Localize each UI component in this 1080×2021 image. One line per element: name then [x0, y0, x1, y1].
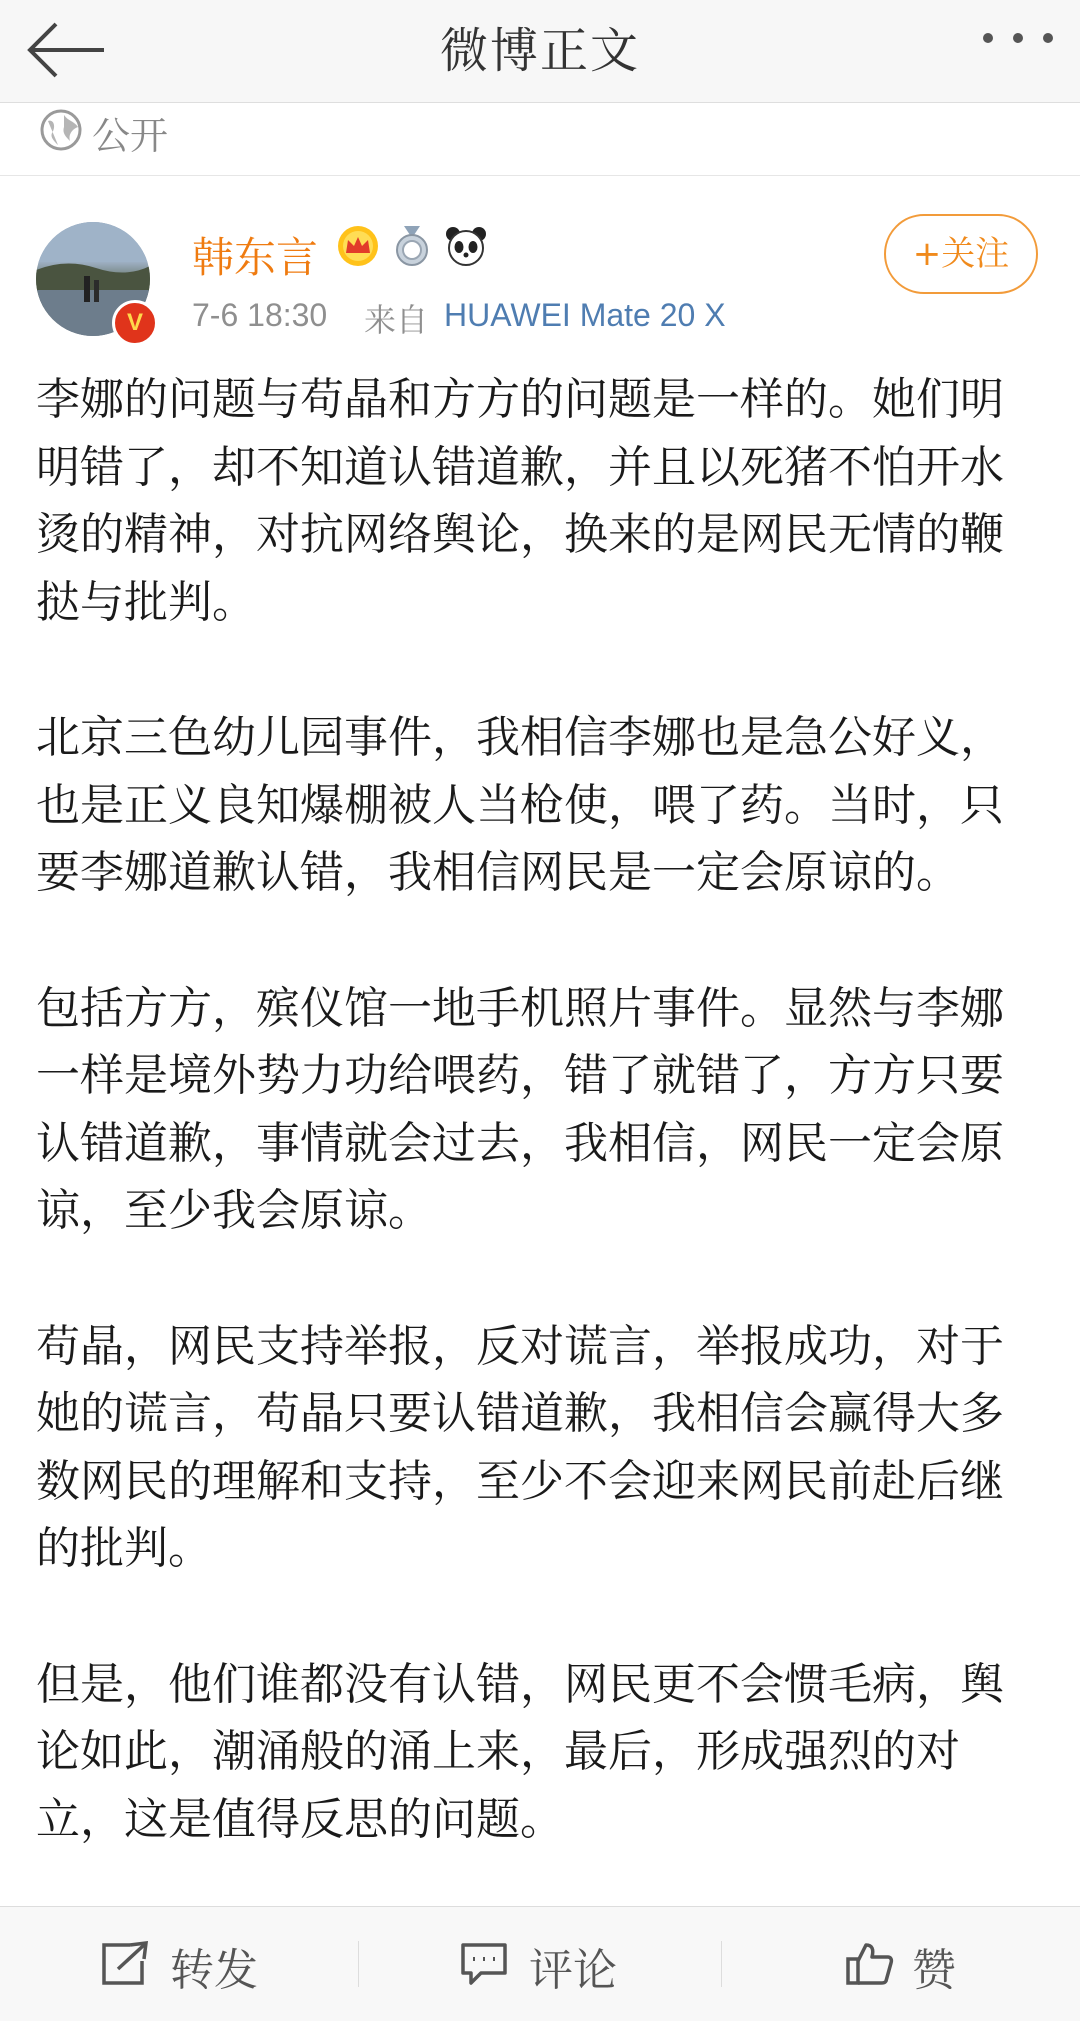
verified-badge-icon: V: [112, 300, 158, 346]
post-paragraph: 苟晶，网民支持举报，反对谎言，举报成功，对于她的谎言，苟晶只要认错道歉，我相信会赢得大多数网民的理解和支持，至少不会迎来网民前赴后继的批判。: [36, 1320, 1004, 1574]
page-title: 微博正文: [439, 23, 640, 79]
more-dots-icon[interactable]: [978, 26, 1058, 50]
post-source-label: 来自: [364, 301, 429, 339]
post-paragraph: 包括方方，殡仪馆一地手机照片事件。显然与李娜一样是境外势力功给喂药，错了就错了，方方只要认错道歉，事情就会过去，我相信，网民一定会原谅，至少我会原谅。: [36, 982, 1004, 1236]
post-paragraph: 但是，他们谁都没有认错，网民更不会惯毛病，舆论如此，潮涌般的涌上来，最后，形成强烈的对立，这是值得反思的问题。: [36, 1658, 1004, 1845]
post-body: [36, 366, 1046, 1906]
follow-button[interactable]: +关注: [884, 214, 1038, 294]
thumbs-up-icon: [844, 1941, 894, 1987]
post-paragraph: 北京三色幼儿园事件，我相信李娜也是急公好义，也是正义良知爆棚被人当枪使，喂了药。当时，只要李娜道歉认错，我相信网民是一定会原谅的。: [36, 712, 1004, 898]
repost-button[interactable]: [0, 1907, 358, 2021]
comment-label: 评论: [529, 1945, 617, 1996]
post-time: 7-6 18:30: [192, 297, 328, 333]
panda-badge-icon[interactable]: [444, 224, 488, 268]
medal-badge-icon[interactable]: [390, 224, 434, 268]
privacy-row: [0, 103, 1080, 176]
author-name[interactable]: 韩东言: [192, 233, 319, 282]
crown-badge-icon[interactable]: [336, 224, 380, 268]
globe-icon: [38, 107, 84, 153]
comment-button[interactable]: [359, 1907, 721, 2021]
like-button[interactable]: [722, 1907, 1080, 2021]
post-paragraph: 李娜的问题与苟晶和方方的问题是一样的。她们明明错了，却不知道认错道歉，并且以死猪不怕开水烫的精神，对抗网络舆论，换来的是网民无情的鞭挞与批判。: [36, 374, 1004, 628]
privacy-label: 公开: [92, 114, 169, 158]
bottom-action-bar: [0, 1906, 1080, 2021]
top-nav-bar: [0, 0, 1080, 103]
share-icon: [100, 1941, 150, 1987]
comment-icon: [459, 1941, 509, 1987]
repost-label: 转发: [170, 1945, 258, 1996]
post-source-device[interactable]: HUAWEI Mate 20 X: [444, 297, 726, 333]
like-label: 赞: [912, 1945, 956, 1996]
